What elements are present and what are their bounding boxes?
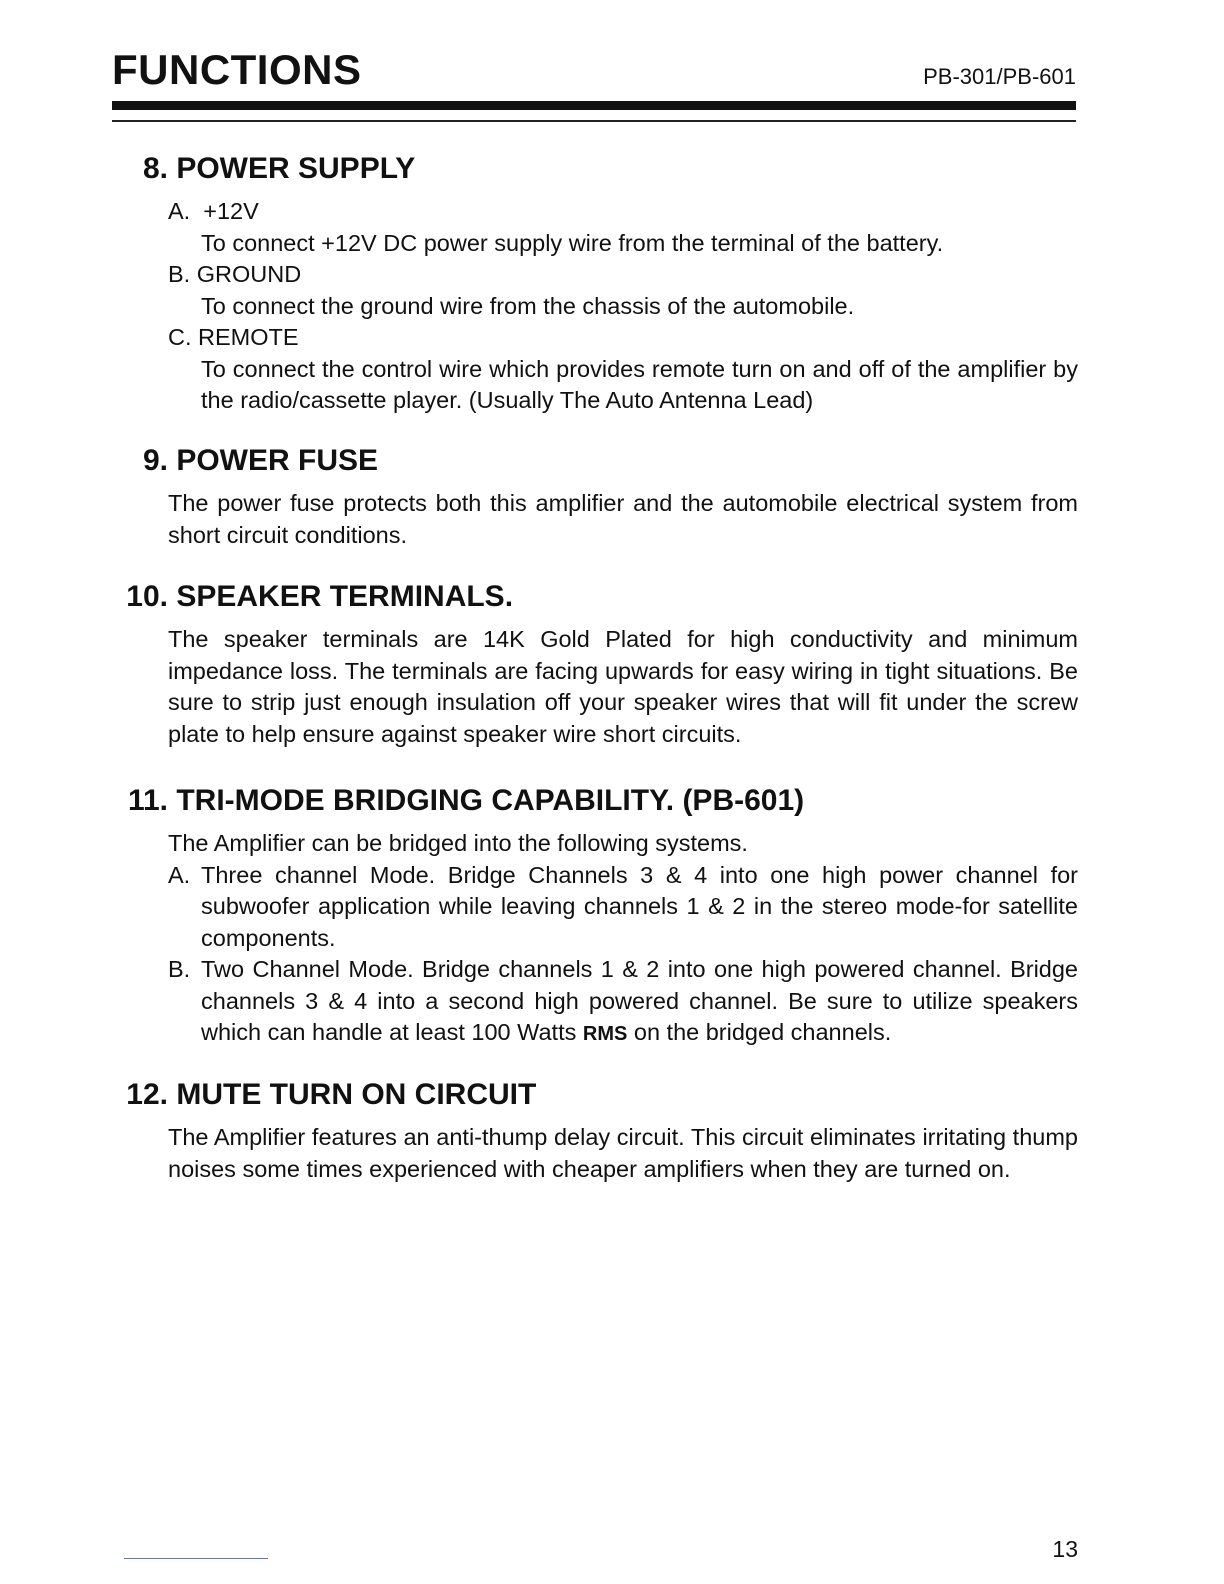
section-intro: The Amplifier can be bridged into the following systems. (168, 830, 748, 856)
section-body (168, 488, 1078, 551)
section-heading (112, 782, 1078, 820)
item-description: Three channel Mode. Bridge Channels 3 & 4 into one high power channel for subwoofer application while leaving channels 1 & 2 in the stereo mode-for satellite components. (201, 861, 1078, 951)
section-title: SPEAKER TERMINALS. (168, 580, 514, 613)
header-rule-thin (112, 120, 1076, 122)
item-label: A. (168, 861, 191, 888)
section-mute-turn-on (112, 1076, 1078, 1185)
item-label: C. REMOTE (168, 324, 299, 350)
header-rule-thick (112, 101, 1076, 110)
item-description (201, 954, 1078, 1051)
section-body (168, 196, 1078, 417)
section-body (168, 624, 1078, 750)
section-number: 11. (127, 784, 168, 817)
section-body (168, 1122, 1078, 1185)
section-text: The speaker terminals are 14K Gold Plated for high conductivity and minimum impedance loss. The terminals are facing upwards for easy wiring in tight situations. Be sure to strip just enough insulation off your speaker wires that will fit under the screw plate to help ensure against speaker wire short circuits. (168, 626, 1078, 747)
page-title: FUNCTIONS (112, 46, 362, 93)
section-title: TRI-MODE BRIDGING CAPABILITY. (PB-601) (168, 784, 805, 817)
section-tri-mode-bridging (112, 782, 1078, 1076)
item-description: To connect the ground wire from the chassis of the automobile. (201, 292, 855, 319)
section-body (168, 828, 1078, 1051)
section-text: The Amplifier features an anti-thump delay circuit. This circuit eliminates irritating thump noises some times experienced with cheaper amplifiers when they are turned on. (168, 1124, 1078, 1182)
section-number: 8. (142, 152, 168, 185)
section-title: POWER SUPPLY (168, 152, 416, 185)
page-number: 13 (1052, 1536, 1078, 1562)
model-number: PB-301/PB-601 (923, 64, 1076, 89)
section-number: 12. (126, 1078, 168, 1111)
item-text-post: on the bridged channels. (633, 1019, 892, 1045)
section-speaker-terminals (112, 578, 1078, 782)
rms-emphasis: RMS (582, 1023, 628, 1045)
section-heading (112, 1076, 1078, 1114)
section-title: POWER FUSE (168, 444, 379, 477)
section-heading (112, 150, 1078, 188)
item-description: To connect +12V DC power supply wire from the terminal of the battery. (201, 229, 944, 256)
section-power-supply (112, 150, 1078, 442)
section-heading (112, 578, 1078, 616)
section-title: MUTE TURN ON CIRCUIT (168, 1078, 537, 1111)
section-power-fuse (112, 442, 1078, 578)
item-label: B. GROUND (168, 261, 302, 287)
item-label: B. (168, 956, 191, 982)
item-label: A. +12V (168, 198, 259, 224)
list-item (168, 860, 1078, 955)
list-item (168, 954, 1078, 1051)
section-text: The power fuse protects both this amplifier and the automobile electrical system from short circuit conditions. (168, 490, 1078, 548)
item-text-pre: Two Channel Mode. Bridge channels 1 & 2 into one high powered channel. Bridge channels 3 & 4 into a second high powered channel. Be sure to utilize speakers which can handle at least 100 Watts (201, 956, 1078, 1045)
item-description: To connect the control wire which provides remote turn on and off of the amplifier by the radio/cassette player. (Usually The Auto Antenna Lead) (201, 355, 1078, 413)
footer-line (124, 1558, 268, 1559)
section-heading (112, 442, 1078, 480)
section-number: 10. (126, 580, 168, 613)
section-number: 9. (142, 444, 168, 477)
content (112, 150, 1078, 1185)
